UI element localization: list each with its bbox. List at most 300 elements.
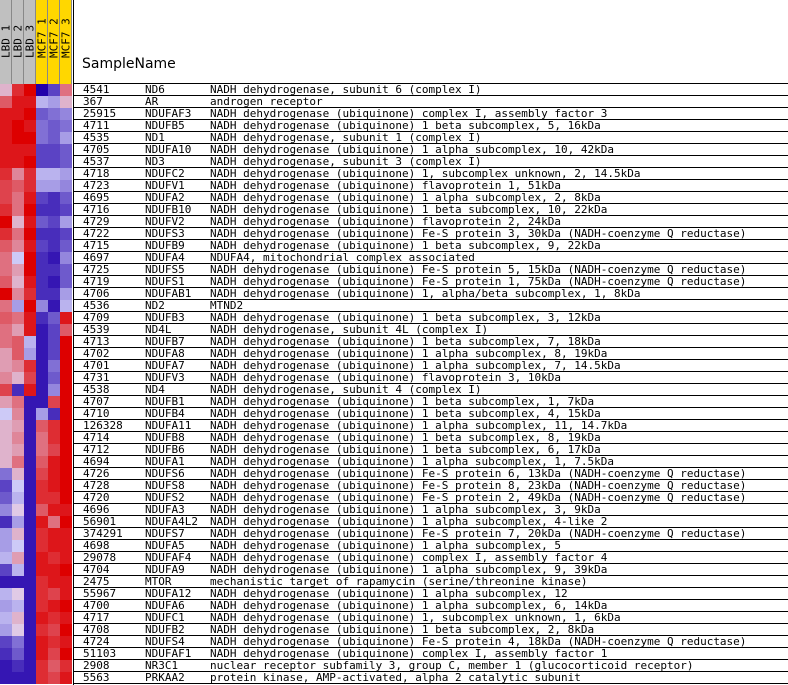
gene-id: 4538 — [83, 383, 110, 396]
gene-id: 4537 — [83, 155, 110, 168]
heatmap-cell — [36, 120, 48, 132]
gene-id: 4725 — [83, 263, 110, 276]
gene-description: NADH dehydrogenase, subunit 4L (complex I) — [210, 323, 489, 336]
heatmap-cell — [48, 540, 60, 552]
heatmap-cell — [36, 132, 48, 144]
gene-id: 4724 — [83, 635, 110, 648]
heatmap-cell — [0, 672, 12, 684]
heatmap-cell — [60, 264, 72, 276]
heatmap-cell — [12, 240, 24, 252]
gene-id: 4700 — [83, 599, 110, 612]
heatmap-cell — [36, 420, 48, 432]
heatmap-cell — [48, 648, 60, 660]
heatmap-cell — [48, 504, 60, 516]
gene-description: NADH dehydrogenase (ubiquinone) Fe-S protein 4, 18kDa (NADH-coenzyme Q reductase) — [210, 635, 747, 648]
heatmap-cell — [60, 144, 72, 156]
heatmap-cell — [24, 420, 36, 432]
gene-id: 4712 — [83, 443, 110, 456]
gene-symbol: NDUFS8 — [145, 479, 185, 492]
gene-description: NADH dehydrogenase (ubiquinone) 1 alpha subcomplex, 12 — [210, 587, 568, 600]
heatmap-cell — [0, 360, 12, 372]
gene-description: NADH dehydrogenase (ubiquinone) 1, subcomplex unknown, 1, 6kDa — [210, 611, 621, 624]
gene-symbol: MTOR — [145, 575, 172, 588]
heatmap-cell — [0, 324, 12, 336]
heatmap-cell — [36, 480, 48, 492]
heatmap-cell — [24, 672, 36, 684]
heatmap-cell — [48, 264, 60, 276]
sample-label: MCF7_1 — [35, 18, 49, 58]
heatmap-cell — [60, 600, 72, 612]
heatmap-cell — [36, 444, 48, 456]
heatmap-cell — [0, 228, 12, 240]
heatmap-cell — [12, 540, 24, 552]
gene-id: 2475 — [83, 575, 110, 588]
heatmap-cell — [48, 624, 60, 636]
gene-description: NADH dehydrogenase (ubiquinone) flavoprotein 1, 51kDa — [210, 179, 561, 192]
heatmap-cell — [36, 288, 48, 300]
table-row — [74, 672, 788, 684]
heatmap-cell — [24, 288, 36, 300]
heatmap-cell — [48, 204, 60, 216]
gene-symbol: NDUFA3 — [145, 503, 185, 516]
heatmap-cell — [48, 576, 60, 588]
heatmap-cell — [48, 516, 60, 528]
gene-id: 4723 — [83, 179, 110, 192]
heatmap-cell — [12, 384, 24, 396]
heatmap-cell — [48, 252, 60, 264]
heatmap-cell — [12, 84, 24, 96]
gene-symbol: PRKAA2 — [145, 671, 185, 684]
heatmap-cell — [12, 288, 24, 300]
heatmap-cell — [0, 312, 12, 324]
heatmap-cell — [24, 468, 36, 480]
heatmap-cell — [0, 84, 12, 96]
heatmap-cell — [12, 132, 24, 144]
heatmap-cell — [36, 360, 48, 372]
gene-id: 51103 — [83, 647, 117, 660]
heatmap-cell — [24, 132, 36, 144]
gene-id: 4535 — [83, 131, 110, 144]
gene-description: nuclear receptor subfamily 3, group C, member 1 (glucocorticoid receptor) — [210, 659, 694, 672]
heatmap-cell — [12, 300, 24, 312]
gene-description: NADH dehydrogenase, subunit 4 (complex I) — [210, 383, 482, 396]
gene-id: 55967 — [83, 587, 117, 600]
gene-description: NADH dehydrogenase (ubiquinone) 1, subcomplex unknown, 2, 14.5kDa — [210, 167, 641, 180]
heatmap-cell — [60, 432, 72, 444]
gene-symbol: ND6 — [145, 83, 165, 96]
heatmap-cell — [0, 456, 12, 468]
gene-symbol: NDUFS7 — [145, 527, 185, 540]
gene-id: 126328 — [83, 419, 123, 432]
gene-symbol: NDUFB7 — [145, 335, 185, 348]
heatmap-cell — [36, 636, 48, 648]
heatmap-cell — [48, 612, 60, 624]
heatmap-cell — [24, 312, 36, 324]
heatmap-cell — [12, 372, 24, 384]
heatmap-cell — [0, 504, 12, 516]
heatmap-cell — [48, 156, 60, 168]
heatmap-cell — [12, 276, 24, 288]
gene-description: NADH dehydrogenase (ubiquinone) 1 alpha subcomplex, 1, 7.5kDa — [210, 455, 614, 468]
heatmap-cell — [0, 588, 12, 600]
heatmap-cell — [60, 636, 72, 648]
heatmap-cell — [24, 180, 36, 192]
heatmap-cell — [0, 420, 12, 432]
sample-label: LBD_1 — [0, 24, 13, 58]
heatmap-cell — [0, 612, 12, 624]
heatmap-cell — [12, 552, 24, 564]
gene-id: 4696 — [83, 503, 110, 516]
heatmap-cell — [48, 480, 60, 492]
gene-id: 2908 — [83, 659, 110, 672]
heatmap-cell — [36, 348, 48, 360]
heatmap-cell — [60, 420, 72, 432]
heatmap-cell — [12, 204, 24, 216]
heatmap-cell — [36, 168, 48, 180]
heatmap-cell — [48, 360, 60, 372]
heatmap-cell — [36, 492, 48, 504]
heatmap-cell — [60, 648, 72, 660]
heatmap-cell — [60, 660, 72, 672]
heatmap-cell — [0, 216, 12, 228]
heatmap-cell — [60, 516, 72, 528]
heatmap-cell — [12, 336, 24, 348]
heatmap-cell — [36, 612, 48, 624]
heatmap-cell — [60, 468, 72, 480]
heatmap-cell — [0, 132, 12, 144]
heatmap-cell — [48, 288, 60, 300]
heatmap-cell — [60, 528, 72, 540]
gene-symbol: NDUFB3 — [145, 311, 185, 324]
heatmap-cell — [12, 528, 24, 540]
heatmap-cell — [24, 660, 36, 672]
heatmap-cell — [60, 588, 72, 600]
gene-description: NADH dehydrogenase (ubiquinone) flavoprotein 3, 10kDa — [210, 371, 561, 384]
heatmap-cell — [36, 432, 48, 444]
gene-symbol: ND3 — [145, 155, 165, 168]
gene-description: NADH dehydrogenase (ubiquinone) 1 beta subcomplex, 5, 16kDa — [210, 119, 601, 132]
heatmap-cell — [36, 276, 48, 288]
heatmap-cell — [48, 672, 60, 684]
heatmap-cell — [48, 564, 60, 576]
heatmap-cell — [0, 516, 12, 528]
heatmap-cell — [0, 372, 12, 384]
heatmap-cell — [12, 432, 24, 444]
heatmap-cell — [0, 156, 12, 168]
heatmap-cell — [48, 192, 60, 204]
gene-id: 4728 — [83, 479, 110, 492]
heatmap-cell — [0, 528, 12, 540]
heatmap-cell — [12, 324, 24, 336]
heatmap-cell — [12, 312, 24, 324]
heatmap-cell — [24, 384, 36, 396]
heatmap-cell — [12, 648, 24, 660]
heatmap-cell — [36, 564, 48, 576]
heatmap-cell — [60, 180, 72, 192]
heatmap-cell — [60, 240, 72, 252]
heatmap-cell — [12, 264, 24, 276]
gene-description: NADH dehydrogenase (ubiquinone) Fe-S protein 3, 30kDa (NADH-coenzyme Q reductase) — [210, 227, 747, 240]
gene-description: NADH dehydrogenase (ubiquinone) 1 alpha subcomplex, 2, 8kDa — [210, 191, 601, 204]
gene-symbol: ND4 — [145, 383, 165, 396]
heatmap-cell — [12, 624, 24, 636]
gene-symbol: NDUFB9 — [145, 239, 185, 252]
gene-id: 4694 — [83, 455, 110, 468]
heatmap-cell — [36, 552, 48, 564]
gene-symbol: NDUFB6 — [145, 443, 185, 456]
gene-description: NADH dehydrogenase (ubiquinone) Fe-S protein 5, 15kDa (NADH-coenzyme Q reductase) — [210, 263, 747, 276]
heatmap-cell — [36, 84, 48, 96]
gene-id: 4710 — [83, 407, 110, 420]
gene-symbol: NDUFA9 — [145, 563, 185, 576]
heatmap-cell — [60, 312, 72, 324]
gene-description: NADH dehydrogenase (ubiquinone) 1 alpha subcomplex, 9, 39kDa — [210, 563, 608, 576]
heatmap-cell — [12, 156, 24, 168]
heatmap-cell — [0, 564, 12, 576]
heatmap-cell — [0, 144, 12, 156]
heatmap-cell — [48, 372, 60, 384]
heatmap-cell — [48, 336, 60, 348]
heatmap-cell — [24, 348, 36, 360]
heatmap-cell — [0, 108, 12, 120]
heatmap-cell — [0, 180, 12, 192]
heatmap-cell — [48, 144, 60, 156]
heatmap-cell — [48, 96, 60, 108]
heatmap-cell — [0, 540, 12, 552]
heatmap-cell — [12, 636, 24, 648]
heatmap-cell — [48, 492, 60, 504]
gene-id: 4718 — [83, 167, 110, 180]
gene-symbol: NR3C1 — [145, 659, 179, 672]
gene-description: NADH dehydrogenase, subunit 6 (complex I) — [210, 83, 482, 96]
heatmap-cell — [60, 300, 72, 312]
heatmap-cell — [12, 420, 24, 432]
heatmap-cell — [24, 564, 36, 576]
heatmap-cell — [48, 108, 60, 120]
gene-symbol: NDUFB4 — [145, 407, 185, 420]
heatmap-cell — [60, 108, 72, 120]
gene-description: NADH dehydrogenase (ubiquinone) 1 beta subcomplex, 2, 8kDa — [210, 623, 595, 636]
heatmap-cell — [24, 504, 36, 516]
heatmap-cell — [0, 624, 12, 636]
heatmap-cell — [0, 444, 12, 456]
gene-id: 5563 — [83, 671, 110, 684]
gene-description: NADH dehydrogenase (ubiquinone) 1 alpha subcomplex, 11, 14.7kDa — [210, 419, 628, 432]
heatmap-cell — [24, 540, 36, 552]
heatmap-cell — [60, 384, 72, 396]
heatmap-cell — [48, 444, 60, 456]
gene-id: 4717 — [83, 611, 110, 624]
heatmap-cell — [60, 288, 72, 300]
heatmap-cell — [12, 564, 24, 576]
gene-symbol: NDUFV1 — [145, 179, 185, 192]
heatmap-cell — [24, 456, 36, 468]
gene-symbol: NDUFA6 — [145, 599, 185, 612]
gene-description: NADH dehydrogenase, subunit 1 (complex I) — [210, 131, 482, 144]
heatmap-cell — [36, 108, 48, 120]
heatmap-cell — [48, 240, 60, 252]
heatmap-cell — [48, 600, 60, 612]
heatmap-cell — [48, 396, 60, 408]
gene-symbol: NDUFS6 — [145, 467, 185, 480]
gene-id: 4695 — [83, 191, 110, 204]
heatmap-cell — [36, 648, 48, 660]
heatmap-cell — [12, 480, 24, 492]
heatmap-cell — [12, 576, 24, 588]
heatmap-cell — [48, 552, 60, 564]
heatmap-cell — [60, 672, 72, 684]
heatmap-cell — [12, 96, 24, 108]
heatmap-cell — [0, 468, 12, 480]
heatmap-cell — [24, 96, 36, 108]
heatmap-cell — [24, 300, 36, 312]
heatmap-cell — [36, 588, 48, 600]
heatmap-cell — [60, 84, 72, 96]
heatmap-cell — [0, 252, 12, 264]
heatmap-cell — [12, 192, 24, 204]
heatmap-cell — [24, 372, 36, 384]
heatmap-cell — [60, 480, 72, 492]
heatmap-cell — [24, 192, 36, 204]
heatmap-cell — [48, 636, 60, 648]
heatmap-cell — [60, 552, 72, 564]
heatmap-cell — [12, 396, 24, 408]
gene-symbol: NDUFA2 — [145, 191, 185, 204]
heatmap-cell — [48, 660, 60, 672]
heatmap-cell — [36, 528, 48, 540]
heatmap-cell — [12, 660, 24, 672]
gene-symbol: NDUFAF3 — [145, 107, 192, 120]
heatmap-cell — [36, 384, 48, 396]
gene-id: 4698 — [83, 539, 110, 552]
heatmap-cell — [12, 168, 24, 180]
heatmap-cell — [60, 624, 72, 636]
heatmap-cell — [36, 312, 48, 324]
heatmap-cell — [60, 228, 72, 240]
gene-id: 4701 — [83, 359, 110, 372]
heatmap-cell — [24, 264, 36, 276]
heatmap-cell — [60, 408, 72, 420]
heatmap-cell — [0, 96, 12, 108]
gene-id: 4539 — [83, 323, 110, 336]
heatmap-cell — [36, 252, 48, 264]
heatmap-cell — [60, 348, 72, 360]
table-row — [74, 288, 788, 300]
gene-description: NADH dehydrogenase (ubiquinone) 1 beta subcomplex, 4, 15kDa — [210, 407, 601, 420]
heatmap-cell — [0, 384, 12, 396]
heatmap-cell — [0, 576, 12, 588]
gene-symbol: NDUFV2 — [145, 215, 185, 228]
gene-symbol: NDUFA10 — [145, 143, 192, 156]
heatmap-cell — [60, 276, 72, 288]
heatmap-cell — [60, 96, 72, 108]
heatmap-cell — [24, 336, 36, 348]
gene-description: NADH dehydrogenase (ubiquinone) 1 beta subcomplex, 7, 18kDa — [210, 335, 601, 348]
heatmap-cell — [48, 432, 60, 444]
heatmap-cell — [48, 216, 60, 228]
heatmap-cell — [36, 516, 48, 528]
gene-description: NADH dehydrogenase (ubiquinone) Fe-S protein 2, 49kDa (NADH-coenzyme Q reductase) — [210, 491, 747, 504]
gene-description: NADH dehydrogenase (ubiquinone) 1 alpha subcomplex, 10, 42kDa — [210, 143, 614, 156]
heatmap-cell — [0, 432, 12, 444]
heatmap-cell — [24, 516, 36, 528]
gene-description: NADH dehydrogenase (ubiquinone) Fe-S protein 1, 75kDa (NADH-coenzyme Q reductase) — [210, 275, 747, 288]
heatmap-cell — [24, 528, 36, 540]
gene-description: MTND2 — [210, 299, 244, 312]
heatmap-cell — [0, 492, 12, 504]
heatmap-cell — [48, 528, 60, 540]
heatmap-cell — [36, 468, 48, 480]
gene-description: NADH dehydrogenase (ubiquinone) Fe-S protein 6, 13kDa (NADH-coenzyme Q reductase) — [210, 467, 747, 480]
heatmap-cell — [36, 216, 48, 228]
heatmap-cell — [24, 276, 36, 288]
heatmap-cell — [0, 240, 12, 252]
heatmap-cell — [24, 492, 36, 504]
heatmap-cell — [12, 360, 24, 372]
heatmap-cell — [60, 564, 72, 576]
gene-id: 4707 — [83, 395, 110, 408]
heatmap-cell — [24, 480, 36, 492]
heatmap-cell — [36, 660, 48, 672]
gene-description: NADH dehydrogenase (ubiquinone) 1 alpha subcomplex, 3, 9kDa — [210, 503, 601, 516]
gene-description: NADH dehydrogenase (ubiquinone) Fe-S protein 7, 20kDa (NADH-coenzyme Q reductase) — [210, 527, 747, 540]
heatmap-cell — [36, 228, 48, 240]
heatmap-cell — [24, 204, 36, 216]
heatmap-cell — [24, 396, 36, 408]
heatmap-cell — [60, 252, 72, 264]
gene-symbol: ND1 — [145, 131, 165, 144]
heatmap-cell — [12, 228, 24, 240]
heatmap-cell — [0, 408, 12, 420]
gene-symbol: NDUFC2 — [145, 167, 185, 180]
heatmap-cell — [60, 324, 72, 336]
gene-symbol: NDUFB2 — [145, 623, 185, 636]
gene-id: 367 — [83, 95, 103, 108]
heatmap-cell — [0, 552, 12, 564]
heatmap-cell — [48, 588, 60, 600]
heatmap-cell — [60, 336, 72, 348]
heatmap-cell — [48, 132, 60, 144]
heatmap-cell — [12, 252, 24, 264]
heatmap-cell — [24, 552, 36, 564]
gene-symbol: NDUFC1 — [145, 611, 185, 624]
gene-id: 4536 — [83, 299, 110, 312]
heatmap-cell — [60, 156, 72, 168]
heatmap-cell — [24, 324, 36, 336]
heatmap-cell — [0, 636, 12, 648]
gene-id: 4729 — [83, 215, 110, 228]
gene-description: NADH dehydrogenase (ubiquinone) complex I, assembly factor 3 — [210, 107, 608, 120]
heatmap-cell — [0, 480, 12, 492]
gene-description: protein kinase, AMP-activated, alpha 2 catalytic subunit — [210, 671, 581, 684]
heatmap-cell — [60, 372, 72, 384]
heatmap-cell — [60, 576, 72, 588]
gene-symbol: NDUFA4 — [145, 251, 185, 264]
gene-description: NADH dehydrogenase (ubiquinone) 1 alpha subcomplex, 5 — [210, 539, 561, 552]
heatmap-cell — [24, 444, 36, 456]
heatmap-cell — [36, 336, 48, 348]
heatmap-cell — [60, 216, 72, 228]
heatmap-cell — [36, 300, 48, 312]
heatmap-cell — [24, 252, 36, 264]
gene-symbol: NDUFAF1 — [145, 647, 192, 660]
heatmap-cell — [36, 372, 48, 384]
gene-id: 25915 — [83, 107, 117, 120]
heatmap-cell — [36, 96, 48, 108]
heatmap-cell — [24, 432, 36, 444]
gene-description: NADH dehydrogenase (ubiquinone) 1 beta subcomplex, 3, 12kDa — [210, 311, 601, 324]
sample-label: MCF7_2 — [47, 18, 61, 58]
